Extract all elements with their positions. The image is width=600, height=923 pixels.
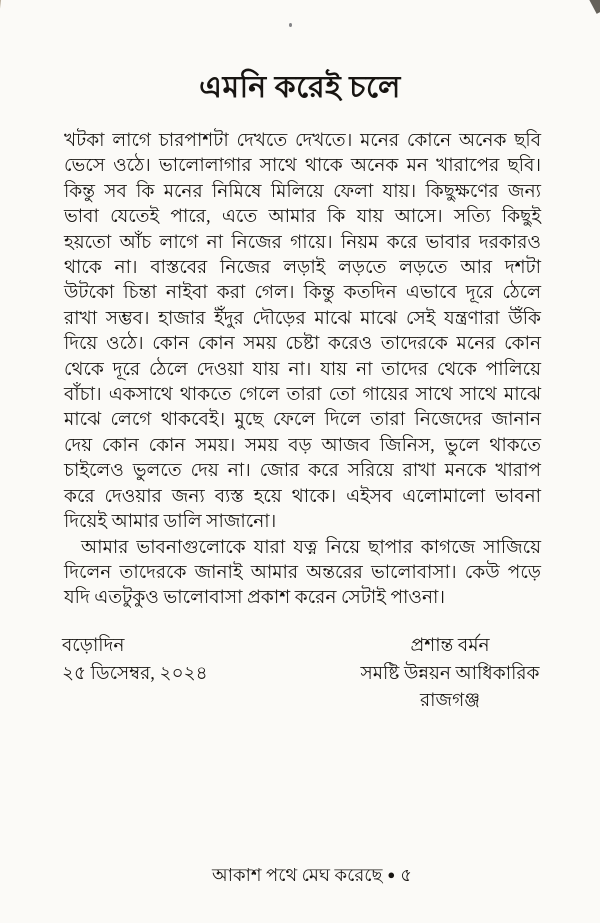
scan-artifact-top-right — [589, 0, 600, 14]
date-label: ২৫ ডিসেম্বর, ২০২৪ — [62, 663, 208, 684]
author-place: রাজগঞ্জ — [419, 691, 481, 711]
text-line: দিয়েই আমার ডালি সাজানো। — [64, 512, 277, 533]
paragraph-2 — [64, 536, 541, 612]
author-block — [350, 633, 550, 716]
footer-page-number: ৫ — [400, 865, 412, 885]
text-line: খটকা লাগে চারপাশটা দেখতে দেখতে। মনের কোনে অনেক ছবি — [64, 131, 541, 151]
author-name: প্রশান্ত বর্মন — [410, 636, 490, 656]
bullet-separator: ● — [387, 867, 396, 882]
text-line: দেয় কোন কোন সময়। সময় বড় আজব জিনিস, ভুলে থাকতে — [64, 435, 541, 456]
paragraph-1 — [64, 129, 541, 536]
text-line: ভেসে ওঠে। ভালোলাগার সাথে থাকে অনেক মন খারাপের ছবি। — [64, 156, 541, 177]
text-line: থাকে না। বাস্তবের নিজের লড়াই লড়তে লড়তে আর দশটা — [64, 258, 541, 279]
text-line: করে দেওয়ার জন্য ব্যস্ত হয়ে থাকে। এইসব এলোমালো ভাবনা — [64, 486, 541, 507]
text-line: হয়তো আঁচ লাগে না নিজের গায়ে। নিয়ম করে ভাবার দরকারও — [64, 232, 541, 253]
author-designation: সমষ্টি উন্নয়ন আধিকারিক — [360, 663, 540, 684]
text-line: আমার ভাবনাগুলোকে যারা যত্ন নিয়ে ছাপার কাগজে সাজিয়ে — [81, 537, 541, 558]
text-line: বাঁচা। একসাথে থাকতে গেলে তারা তো গায়ের সাথে সাথে মাঝে — [64, 385, 541, 406]
body-text — [64, 129, 541, 612]
text-line: উটকো চিন্তা নাইবা করা গেল। কিন্তু কতদিন এভাবে দূরে ঠেলে — [64, 283, 541, 304]
scan-artifact-top-left — [0, 0, 3, 28]
scan-speck — [289, 23, 292, 27]
text-line: চাইলেও ভুলতে দেয় না। জোর করে সরিয়ে রাখা মনকে খারাপ — [64, 461, 541, 482]
text-line: ভাবা যেতেই পারে, এতে আমার কি যায় আসে। সত্যি কিছুই — [64, 207, 541, 228]
text-line: দিলেন তাদেরকে জানাই আমার অন্তরের ভালোবাসা। কেউ পড়ে — [64, 562, 541, 583]
text-line: যদি এতটুকুও ভালোবাসা প্রকাশ করেন সেটাই পাওনা। — [64, 588, 446, 609]
date-block — [62, 633, 208, 688]
running-footer — [24, 861, 600, 892]
chapter-title: এমনি করেই চলে — [199, 71, 401, 104]
text-line: কিন্তু সব কি মনের নিমিষে মিলিয়ে ফেলা যায়। কিছুক্ষণের জন্য — [64, 181, 541, 202]
text-line: রাখা সম্ভব। হাজার ইঁদুর দৌড়ের মাঝে মাঝে সেই যন্ত্রণারা উঁকি — [64, 308, 541, 329]
occasion-label: বড়োদিন — [62, 636, 125, 656]
text-line: মাঝে লেগে থাকবেই। মুছে ফেলে দিলে তারা নিজেদের জানান — [64, 410, 541, 431]
text-line: থেকে দূরে ঠেলে দেওয়া যায় না। যায় না তাদের থেকে পালিয়ে — [64, 359, 541, 380]
text-line: দিয়ে ওঠে। কোন কোন সময় চেষ্টা করেও তাদেরকে মনের কোন — [64, 334, 541, 355]
footer-book-title: আকাশ পথে মেঘ করেছে — [212, 865, 383, 885]
